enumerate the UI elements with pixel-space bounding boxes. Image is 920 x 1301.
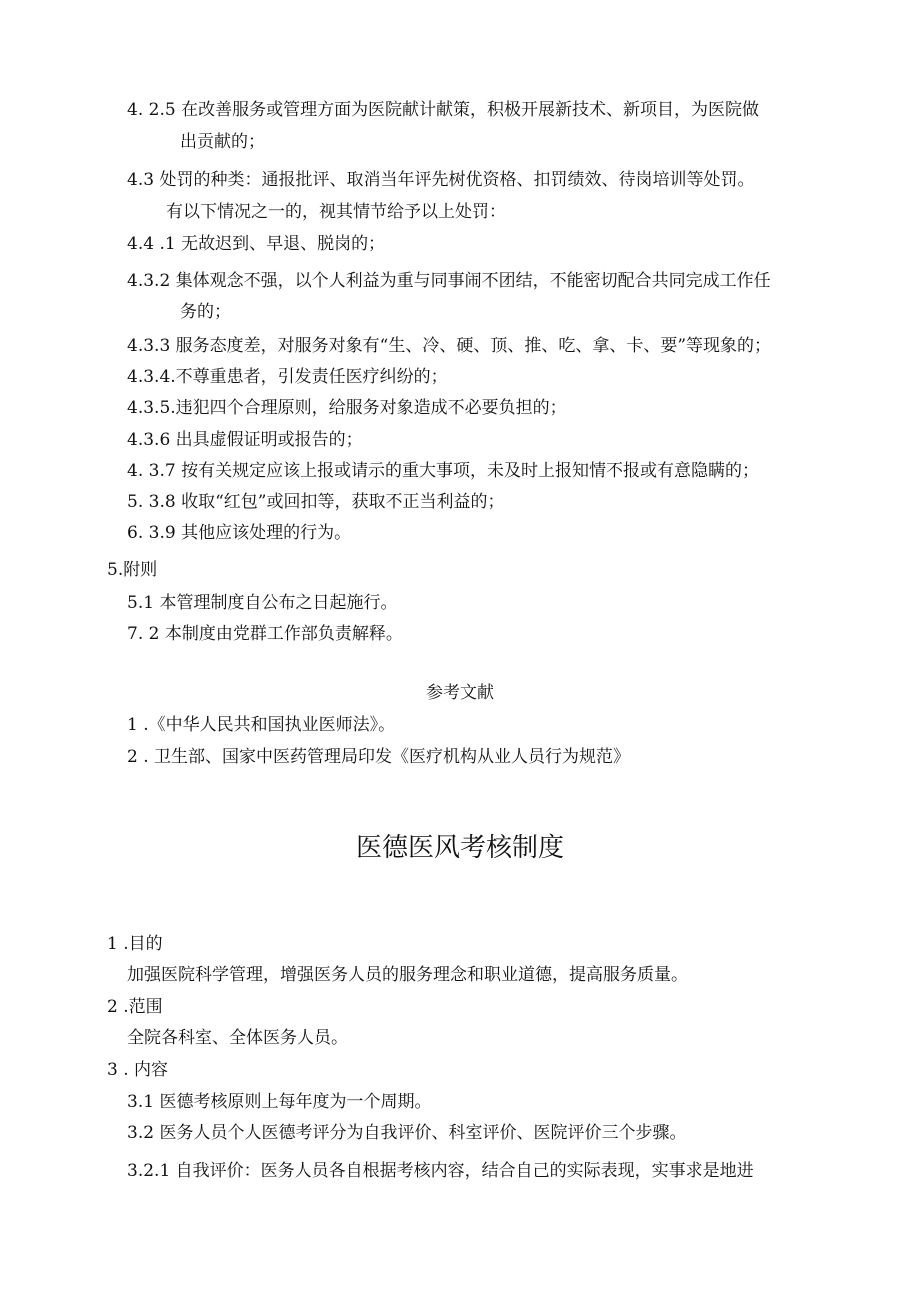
clause-4-3-4: 4.3.4.不尊重患者，引发责任医疗纠纷的； <box>127 367 448 387</box>
appendix-5-2: 7. 2 本制度由党群工作部负责解释。 <box>127 624 403 644</box>
clause-4-3-2: 4.3.2 集体观念不强，以个人利益为重与同事闹不团结，不能密切配合共同完成工作任 <box>127 271 771 291</box>
section-purpose-text: 加强医院科学管理，增强医务人员的服务理念和职业道德，提高服务质量。 <box>127 965 688 985</box>
clause-4-3-2-cont: 务的； <box>180 302 231 322</box>
section-scope-heading: 2 .范围 <box>107 997 163 1017</box>
clause-4-3-cont: 有以下情况之一的，视其情节给予以上处罚： <box>166 202 506 222</box>
appendix-heading: 5.附则 <box>107 560 158 580</box>
clause-4-3-7: 4. 3.7 按有关规定应该上报或请示的重大事项，未及时上报知情不报或有意隐瞒的； <box>127 461 760 481</box>
clause-4-3-5: 4.3.5.违犯四个合理原则，给服务对象造成不必要负担的； <box>127 398 567 418</box>
section-content-heading: 3 . 内容 <box>107 1060 169 1080</box>
appendix-5-1: 5.1 本管理制度自公布之日起施行。 <box>127 593 398 613</box>
clause-4-3-6: 4.3.6 出具虚假证明或报告的； <box>127 430 363 450</box>
document-title: 医德医风考核制度 <box>355 833 564 863</box>
clause-3-2: 3.2 医务人员个人医德考评分为自我评价、科室评价、医院评价三个步骤。 <box>127 1123 687 1143</box>
clause-4-3-9: 6. 3.9 其他应该处理的行为。 <box>127 523 352 543</box>
clause-3-1: 3.1 医德考核原则上每年度为一个周期。 <box>127 1092 432 1112</box>
clause-4-3-3: 4.3.3 服务态度差，对服务对象有“生、冷、硬、顶、推、吃、拿、卡、要”等现象的； <box>127 336 772 356</box>
reference-item-1: 1 .《中华人民共和国执业医师法》。 <box>127 715 396 735</box>
clause-3-2-1: 3.2.1 自我评价：医务人员各自根据考核内容，结合自己的实际表现，实事求是地进 <box>127 1161 754 1181</box>
reference-item-2: 2 . 卫生部、国家中医药管理局印发《医疗机构从业人员行为规范》 <box>127 747 631 767</box>
section-purpose-heading: 1 .目的 <box>107 934 163 954</box>
references-heading: 参考文献 <box>426 683 494 703</box>
clause-4-4-1: 4.4 .1 无故迟到、早退、脱岗的； <box>127 234 386 254</box>
clause-4-3: 4.3 处罚的种类：通报批评、取消当年评先树优资格、扣罚绩效、待岗培训等处罚。 <box>127 170 755 190</box>
clause-4-2-5: 4. 2.5 在改善服务或管理方面为医院献计献策，积极开展新技术、新项目，为医院做 <box>127 100 760 120</box>
clause-4-3-8: 5. 3.8 收取“红包”或回扣等，获取不正当利益的； <box>127 492 505 512</box>
clause-4-2-5-cont: 出贡献的； <box>180 132 265 152</box>
section-scope-text: 全院各科室、全体医务人员。 <box>127 1028 348 1048</box>
